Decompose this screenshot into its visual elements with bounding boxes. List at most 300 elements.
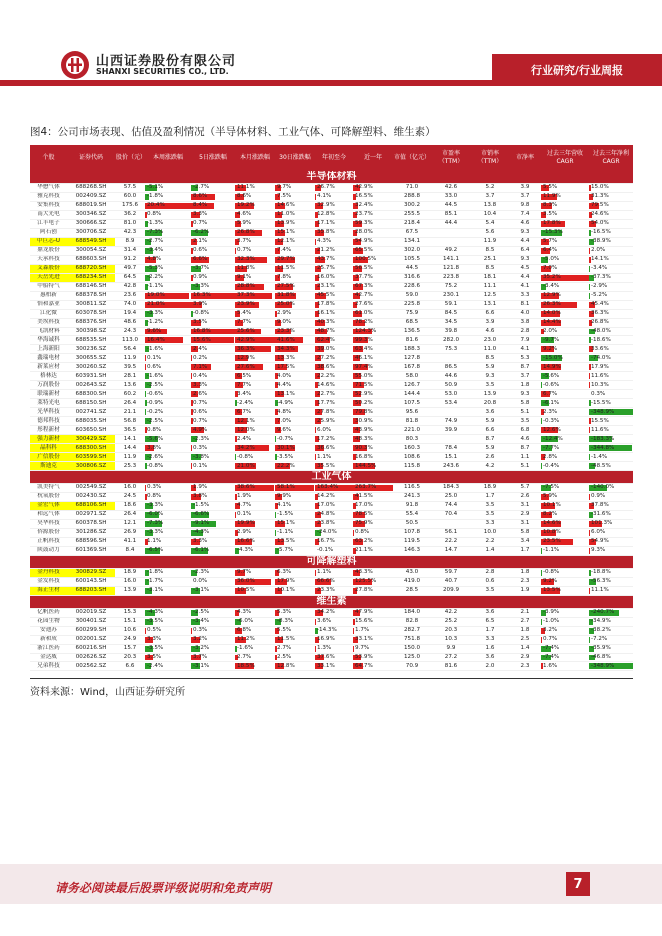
cell-ps: 9.3 <box>471 372 509 381</box>
bar-cell-rev <box>541 510 589 519</box>
cell-pb: 6.4 <box>509 246 541 255</box>
cell-value: 7.7% <box>237 381 252 388</box>
cell-pe: 39.9 <box>431 426 471 435</box>
cell-pe: 42.2 <box>431 608 471 617</box>
stock-name: 中船特气 <box>30 282 67 291</box>
bar-cell-d30 <box>275 528 315 537</box>
bar-cell-d5 <box>191 653 235 662</box>
cell-value: 11.1% <box>237 184 255 191</box>
stock-name: 亿帆医药 <box>30 608 67 617</box>
cell-value: 0.0% <box>193 578 208 585</box>
cell-value: 37.6% <box>317 653 335 660</box>
cell-value: 36.3% <box>237 345 255 352</box>
cell-value: 3.5% <box>193 319 208 326</box>
cell-value: 1.7% <box>355 627 370 634</box>
bar-cell-np <box>589 184 633 193</box>
bar-cell-np <box>589 255 633 264</box>
cell-price: 15.1 <box>115 617 145 626</box>
cell-ps: 20.8 <box>471 399 509 408</box>
section-header-row <box>30 555 633 568</box>
stock-name: 上海新阳 <box>30 345 67 354</box>
cell-value: 6.8% <box>237 627 252 634</box>
table-row <box>30 568 633 577</box>
stock-code: 002409.SZ <box>67 192 115 201</box>
bar-cell-w <box>145 444 191 453</box>
bar-cell-d30 <box>275 537 315 546</box>
bar-cell-w <box>145 282 191 291</box>
bar-cell-y1 <box>353 282 393 291</box>
bar-cell-m <box>235 653 275 662</box>
stock-name: 鼎龙股份 <box>30 246 67 255</box>
cell-value: 17.8% <box>543 220 561 227</box>
cell-value: 47.9% <box>355 609 373 616</box>
bar-cell-rev <box>541 444 589 453</box>
table-body <box>30 171 633 671</box>
cell-value: -183.3% <box>591 435 615 442</box>
stock-name: 侨源股份 <box>30 528 67 537</box>
bar-cell-rev <box>541 363 589 372</box>
cell-value: 43.3% <box>355 569 373 576</box>
cell-value: -16.5% <box>591 229 611 236</box>
cell-cap: 255.5 <box>393 210 431 219</box>
cell-price: 24.5 <box>115 492 145 501</box>
cell-value: 2.8% <box>543 453 558 460</box>
table-row <box>30 318 633 327</box>
cell-value: 27.8% <box>317 408 335 415</box>
cell-pe <box>431 228 471 237</box>
stock-name: 怡和嘉业 <box>30 300 67 309</box>
cell-value: 40.3% <box>317 319 335 326</box>
bar-cell-w <box>145 519 191 528</box>
figure-title: 图4：公司市场表现、估值及盈利情况（半导体材料、工业气体、可降解塑料、维生素） <box>30 126 436 138</box>
cell-cap: 81.8 <box>393 417 431 426</box>
table-row <box>30 237 633 246</box>
stock-name: 艾森股份 <box>30 264 67 273</box>
cell-cap: 221.0 <box>393 426 431 435</box>
cell-price: 31.4 <box>115 246 145 255</box>
cell-price: 13.9 <box>115 586 145 595</box>
cell-value: -348.9% <box>591 662 615 669</box>
cell-value: 17.1% <box>317 220 335 227</box>
bar-cell-w <box>145 291 191 300</box>
stock-code: 688035.SH <box>67 417 115 426</box>
cell-value: 90.3% <box>355 444 373 451</box>
cell-value: 9.7% <box>277 184 292 191</box>
bar-cell-ytd <box>315 210 353 219</box>
cell-value: -3.7% <box>193 265 210 272</box>
cell-value: 26.8% <box>591 319 609 326</box>
section-header-row <box>30 471 633 484</box>
cell-value: 56.5% <box>355 265 373 272</box>
cell-value: -3.1% <box>147 587 164 594</box>
cell-value: 61.0% <box>355 310 373 317</box>
cell-pb: 3.3 <box>509 291 541 300</box>
cell-value: 14.9% <box>543 363 561 370</box>
bar-cell-np <box>589 273 633 282</box>
cell-value: 2.9% <box>277 310 292 317</box>
cell-value: 3.6% <box>317 618 332 625</box>
stock-code: 300346.SZ <box>67 210 115 219</box>
bar-cell-w <box>145 381 191 390</box>
cell-value: 11.9% <box>543 193 561 200</box>
cell-value: -5.0% <box>543 256 560 263</box>
bar-cell-m <box>235 381 275 390</box>
bar-cell-d5 <box>191 390 235 399</box>
cell-value: -5.1% <box>147 184 164 191</box>
bar-cell-y1 <box>353 501 393 510</box>
bar-cell-d5 <box>191 435 235 444</box>
bar-cell-m <box>235 617 275 626</box>
bar-cell-rev <box>541 626 589 635</box>
bar-cell-np <box>589 492 633 501</box>
cell-price: 16.0 <box>115 484 145 493</box>
cell-cap: 107.8 <box>393 528 431 537</box>
cell-price: 24.3 <box>115 327 145 336</box>
cell-value: 5.4% <box>237 310 252 317</box>
cell-pb: 1.4 <box>509 644 541 653</box>
bar-cell-d5 <box>191 327 235 336</box>
cell-value: -5.6% <box>543 372 560 379</box>
bar-cell-y1 <box>353 608 393 617</box>
cell-value: 14.6% <box>543 520 561 527</box>
cell-value: 42.7% <box>355 292 373 299</box>
bar-cell-m <box>235 626 275 635</box>
cell-pe <box>431 435 471 444</box>
bar-cell-rev <box>541 264 589 273</box>
bar-cell-rev <box>541 300 589 309</box>
bar-cell-d5 <box>191 635 235 644</box>
cell-ps: 5.2 <box>471 184 509 193</box>
cell-value: -46.8% <box>591 653 611 660</box>
cell-cap: 316.6 <box>393 273 431 282</box>
cell-value: -6.2% <box>193 229 210 236</box>
stock-code: 002019.SZ <box>67 608 115 617</box>
bar-cell-np <box>589 617 633 626</box>
cell-pb: 1.8 <box>509 568 541 577</box>
cell-ps: 3.3 <box>471 635 509 644</box>
bar-cell-d5 <box>191 453 235 462</box>
bar-cell-rev <box>541 435 589 444</box>
stock-code: 688300.SH <box>67 390 115 399</box>
bar-cell-ytd <box>315 363 353 372</box>
cell-pb: 2.5 <box>509 635 541 644</box>
cell-value: 36.0% <box>237 578 255 585</box>
cell-price: 26.9 <box>115 528 145 537</box>
cell-value: 31.3% <box>591 193 609 200</box>
cell-value: 0.7% <box>237 247 252 254</box>
cell-value: 12.0% <box>237 426 255 433</box>
cell-value: 29.7% <box>277 256 295 263</box>
cell-value: 71.5% <box>355 381 373 388</box>
cell-value: -15.3% <box>543 229 563 236</box>
bar-cell-w <box>145 363 191 372</box>
stock-code: 300829.SZ <box>67 568 115 577</box>
cell-price: 13.6 <box>115 381 145 390</box>
cell-value: 17.9% <box>591 363 609 370</box>
table-row <box>30 228 633 237</box>
stock-name: 华懋气体 <box>30 184 67 193</box>
bar-cell-d30 <box>275 291 315 300</box>
bar-cell-w <box>145 228 191 237</box>
cell-cap: 68.5 <box>393 318 431 327</box>
cell-value: 2.3% <box>543 408 558 415</box>
cell-pe: 74.4 <box>431 501 471 510</box>
bar-cell-ytd <box>315 519 353 528</box>
bar-cell-w <box>145 201 191 210</box>
bar-cell-d5 <box>191 318 235 327</box>
cell-value: 33.1% <box>355 636 373 643</box>
bar-cell-ytd <box>315 408 353 417</box>
table-row <box>30 282 633 291</box>
table-row <box>30 363 633 372</box>
bar-cell-ytd <box>315 435 353 444</box>
table-row <box>30 608 633 617</box>
cell-ps: 1.7 <box>471 626 509 635</box>
cell-value: 1.6% <box>543 662 558 669</box>
cell-cap: 108.6 <box>393 453 431 462</box>
bar-cell-y1 <box>353 381 393 390</box>
market-table <box>30 145 633 671</box>
cell-value: -1.8% <box>147 193 164 200</box>
cell-value: 16.6% <box>237 538 255 545</box>
cell-value: 17.0% <box>355 502 373 509</box>
cell-value: 17.9% <box>277 578 295 585</box>
cell-value: -0.9% <box>147 399 164 406</box>
cell-value: 100.5% <box>355 256 377 263</box>
cell-value: -2.4% <box>237 399 254 406</box>
cell-value: 3.2% <box>193 636 208 643</box>
cell-value: -4.9% <box>277 399 294 406</box>
cell-value: 0.3% <box>193 627 208 634</box>
cell-value: -0.8% <box>193 310 210 317</box>
cell-ps: 13.1 <box>471 300 509 309</box>
table-row <box>30 327 633 336</box>
bar-cell-np <box>589 653 633 662</box>
bar-cell-np <box>589 510 633 519</box>
bar-cell-np <box>589 484 633 493</box>
cell-price: 81.0 <box>115 219 145 228</box>
bar-cell-d30 <box>275 635 315 644</box>
bar-cell-y1 <box>353 568 393 577</box>
cell-pb: 9.8 <box>509 201 541 210</box>
stock-code: 603599.SH <box>67 453 115 462</box>
cell-pe: 78.4 <box>431 444 471 453</box>
cell-value: -15.5% <box>591 399 611 406</box>
cell-price: 14.1 <box>115 435 145 444</box>
cell-pe: 59.7 <box>431 568 471 577</box>
cell-cap: 71.0 <box>393 184 431 193</box>
cell-value: 0.3% <box>591 390 606 397</box>
cell-value: 2.9% <box>237 529 252 536</box>
bar-cell-m <box>235 492 275 501</box>
cell-ps: 2.0 <box>471 662 509 671</box>
stock-name: 金宏气体 <box>30 501 67 510</box>
cell-cap: 125.0 <box>393 653 431 662</box>
cell-value: 5.5% <box>543 184 558 191</box>
bar-cell-d30 <box>275 510 315 519</box>
stock-name: 惠柏新 <box>30 291 67 300</box>
bar-cell-w <box>145 300 191 309</box>
bar-cell-m <box>235 546 275 555</box>
cell-pe <box>431 354 471 363</box>
footer-disclaimer: 请务必阅读最后股票评级说明和免责声明 <box>55 881 272 895</box>
stock-name: 安迪苏 <box>30 626 67 635</box>
bar-cell-w <box>145 390 191 399</box>
cell-value: -14.3% <box>317 627 337 634</box>
bar-cell-ytd <box>315 264 353 273</box>
bar-cell-d30 <box>275 546 315 555</box>
company-name-en: SHANXI SECURITIES CO., LTD. <box>96 67 229 76</box>
cell-ps: 11.0 <box>471 345 509 354</box>
cell-pb: 1.8 <box>509 381 541 390</box>
data-bar <box>235 248 236 254</box>
bar-cell-rev <box>541 484 589 493</box>
cell-ps: 2.6 <box>471 453 509 462</box>
cell-pe: 75.2 <box>431 282 471 291</box>
cell-cap: 126.7 <box>393 381 431 390</box>
cell-value: 8.3% <box>543 202 558 209</box>
cell-value: 3.2% <box>543 627 558 634</box>
table-row <box>30 528 633 537</box>
data-bar <box>145 628 146 634</box>
cell-value: 4.0% <box>277 372 292 379</box>
cell-value: 9.7% <box>355 645 370 652</box>
cell-value: 0.7% <box>543 636 558 643</box>
cell-price: 60.0 <box>115 192 145 201</box>
bar-cell-d5 <box>191 219 235 228</box>
cell-cap: 751.8 <box>393 635 431 644</box>
cell-value: 11.0% <box>277 211 295 218</box>
bar-cell-m <box>235 318 275 327</box>
bar-cell-m <box>235 408 275 417</box>
bar-cell-m <box>235 528 275 537</box>
cell-value: -7.4% <box>543 653 560 660</box>
bar-cell-w <box>145 246 191 255</box>
bar-cell-d30 <box>275 399 315 408</box>
bar-cell-m <box>235 462 275 471</box>
bar-cell-d5 <box>191 255 235 264</box>
cell-cap: 146.3 <box>393 546 431 555</box>
table-row <box>30 246 633 255</box>
cell-value: -2.6% <box>147 453 164 460</box>
cell-value: 3.8% <box>193 493 208 500</box>
bar-cell-rev <box>541 201 589 210</box>
bar-cell-m <box>235 282 275 291</box>
cell-value: 37.7% <box>355 274 373 281</box>
bar-cell-ytd <box>315 273 353 282</box>
cell-pb: 9.3 <box>509 390 541 399</box>
cell-price: 20.3 <box>115 653 145 662</box>
bar-cell-rev <box>541 519 589 528</box>
cell-pe: 184.3 <box>431 484 471 493</box>
cell-value: 66.6% <box>317 578 335 585</box>
cell-value: -4.3% <box>237 547 254 554</box>
bar-cell-d5 <box>191 291 235 300</box>
cell-value: -3.4% <box>543 283 560 290</box>
cell-value: 33.6% <box>591 345 609 352</box>
cell-value: 2.0% <box>543 327 558 334</box>
stock-name: 莱特光电 <box>30 399 67 408</box>
cell-pb: 3.5 <box>509 417 541 426</box>
bar-cell-ytd <box>315 501 353 510</box>
stock-name: 江丰电子 <box>30 219 67 228</box>
cell-pb: 3.8 <box>509 318 541 327</box>
bar-cell-w <box>145 345 191 354</box>
cell-pb: 2.3 <box>509 577 541 586</box>
bar-cell-y1 <box>353 336 393 345</box>
bar-cell-d30 <box>275 300 315 309</box>
cell-value: -7.3% <box>147 520 164 527</box>
cell-value: 9.6% <box>147 327 162 334</box>
bar-cell-d30 <box>275 626 315 635</box>
bar-cell-rev <box>541 219 589 228</box>
cell-pb: 5.3 <box>509 354 541 363</box>
data-bar <box>589 293 590 299</box>
bar-cell-d5 <box>191 210 235 219</box>
cell-pe: 9.9 <box>431 644 471 653</box>
bar-cell-w <box>145 399 191 408</box>
cell-value: 79.5% <box>591 202 609 209</box>
cell-pb: 9.3 <box>509 228 541 237</box>
cell-value: -38.2% <box>591 627 611 634</box>
stock-name: 凯美特气 <box>30 484 67 493</box>
bar-cell-w <box>145 219 191 228</box>
cell-value: 12.1% <box>237 417 255 424</box>
cell-value: 35.5% <box>317 462 335 469</box>
cell-value: 124.3% <box>355 327 377 334</box>
cell-value: -3.3% <box>193 283 210 290</box>
bar-cell-d30 <box>275 662 315 671</box>
bar-cell-rev <box>541 586 589 595</box>
bar-cell-np <box>589 246 633 255</box>
cell-pe: 59.1 <box>431 300 471 309</box>
cell-price: 26.4 <box>115 510 145 519</box>
bar-cell-d30 <box>275 577 315 586</box>
cell-value: -24.0% <box>317 529 337 536</box>
stock-code: 300706.SZ <box>67 228 115 237</box>
cell-value: -0.6% <box>147 390 164 397</box>
bar-cell-y1 <box>353 484 393 493</box>
source-divider <box>30 678 633 679</box>
cell-value: 2.7% <box>277 645 292 652</box>
cell-cap: 282.7 <box>393 626 431 635</box>
stock-code: 603078.SH <box>67 309 115 318</box>
cell-price: 12.1 <box>115 519 145 528</box>
cell-cap: 81.6 <box>393 336 431 345</box>
cell-value: 22.2% <box>317 372 335 379</box>
column-header: 市净率 <box>509 145 541 171</box>
table-row <box>30 586 633 595</box>
column-header: 市销率（TTM） <box>471 145 509 171</box>
data-bar <box>315 619 316 625</box>
cell-value: -8.3% <box>277 618 294 625</box>
cell-value: 12.8% <box>277 662 295 669</box>
cell-value: 9.2% <box>543 578 558 585</box>
cell-value: 12.9% <box>543 292 561 299</box>
cell-value: 10.5% <box>237 587 255 594</box>
bar-cell-ytd <box>315 291 353 300</box>
cell-pe: 75.3 <box>431 345 471 354</box>
cell-value: 26.8% <box>237 229 255 236</box>
cell-pb: 5.8 <box>509 528 541 537</box>
cell-pb: 3.4 <box>509 537 541 546</box>
section-title: 维生素 <box>30 595 633 608</box>
bar-cell-ytd <box>315 568 353 577</box>
cell-value: 27.8% <box>355 587 373 594</box>
stock-code: 300806.SZ <box>67 462 115 471</box>
data-bar <box>191 445 192 451</box>
cell-value: 26.3% <box>543 301 561 308</box>
